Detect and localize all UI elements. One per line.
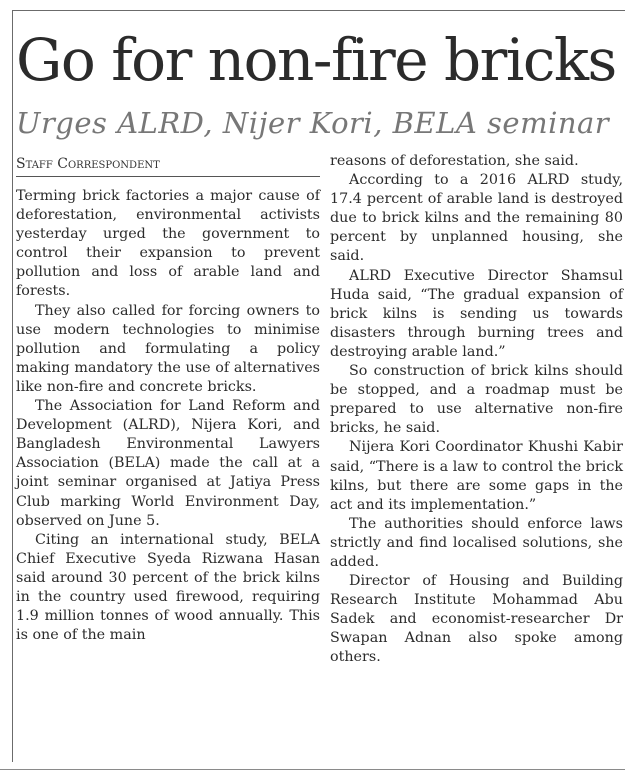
subheadline: Urges ALRD, Nijer Kori, BELA seminar	[16, 106, 610, 140]
paragraph: ALRD Executive Director Shamsul Huda said, “The gradual expansion of brick kilns is sending us towards disasters through burning trees and destroying arable land.”	[330, 267, 623, 360]
bottom-border-rule	[0, 769, 625, 770]
byline: Staff Correspondent	[16, 154, 320, 177]
paragraph-continued: reasons of deforestation, she said.	[330, 153, 579, 169]
paragraph: The Association for Land Reform and Development (ALRD), Nijera Kori, and Bangladesh Environmental Lawyers Association (BELA) made the call at a joint seminar organised at Jatiya Press Club marking World Environment Day, observed on June 5.	[16, 398, 320, 529]
top-border-rule	[12, 10, 625, 11]
paragraph: Terming brick factories a major cause of deforestation, environmental activists yesterday urged the government to control their expansion to prevent pollution and loss of arable land and forests.	[16, 188, 320, 300]
headline: Go for non-fire bricks	[16, 26, 616, 94]
paragraph: According to a 2016 ALRD study, 17.4 percent of arable land is destroyed due to brick kilns and the remaining 80 percent by unplanned housing, she said.	[330, 172, 623, 265]
paragraph: Nijera Kori Coordinator Khushi Kabir said, “There is a law to control the brick kilns, but there are some gaps in the act and its implementation.”	[330, 439, 623, 513]
article-column-left	[16, 187, 320, 645]
paragraph: Citing an international study, BELA Chief Executive Syeda Rizwana Hasan said around 30 percent of the brick kilns in the country used firewood, requiring 1.9 million tonnes of wood annually. This is one of the main	[16, 531, 320, 644]
paragraph: They also called for forcing owners to use modern technologies to minimise pollution and formulating a policy making mandatory the use of alternatives like non-fire and concrete bricks.	[16, 302, 320, 395]
left-border-rule	[12, 10, 13, 762]
paragraph: The authorities should enforce laws strictly and find localised solutions, she added.	[330, 515, 623, 570]
paragraph: So construction of brick kilns should be stopped, and a roadmap must be prepared to use alternative non-fire bricks, he said.	[330, 363, 623, 437]
article-column-right	[330, 152, 623, 668]
paragraph: Director of Housing and Building Research Institute Mohammad Abu Sadek and economist-researcher Dr Swapan Adnan also spoke among others.	[330, 573, 623, 666]
